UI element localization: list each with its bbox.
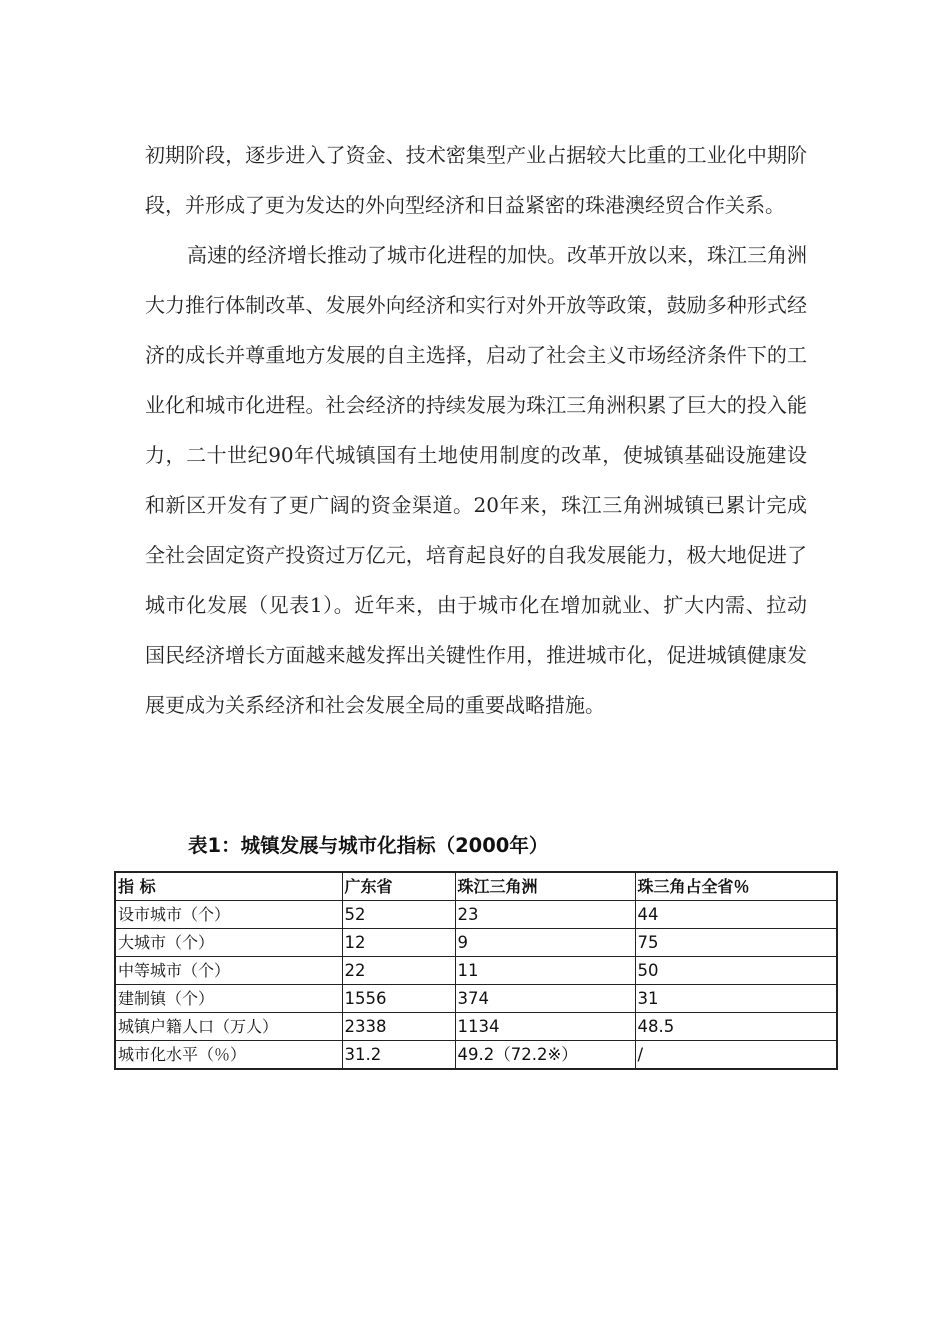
paragraph-1: 初期阶段，逐步进入了资金、技术密集型产业占据较大比重的工业化中期阶段，并形成了更为发达的外向型经济和日益紧密的珠港澳经贸合作关系。 [145,143,807,217]
table-row [115,985,837,1013]
table-cell: 9 [455,929,635,957]
header-cell: 指 标 [115,872,342,901]
paragraph-2: 高速的经济增长推动了城市化进程的加快。改革开放以来，珠江三角洲大力推行体制改革、发展外向经济和实行对外开放等政策，鼓励多种形式经济的成长并尊重地方发展的自主选择，启动了社会主义市场经济条件下的工业化和城市化进程。社会经济的持续发展为珠江三角洲积累了巨大的投入能力，二十世纪90年代城镇国有土地使用制度的改革，使城镇基础设施建设和新区开发有了更广阔的资金渠道。20年来，珠江三角洲城镇已累计完成全社会固定资产投资过万亿元，培育起良好的自我发展能力，极大地促进了城市化发展（见表1）。近年来，由于城市化在增加就业、扩大内需、拉动国民经济增长方面越来越发挥出关键性作用，推进城市化，促进城镇健康发展更成为关系经济和社会发展全局的重要战略措施。 [145,243,807,717]
table-cell: 44 [635,901,837,929]
table-cell: 49.2（72.2※） [455,1041,635,1070]
table-cell: 22 [342,957,455,985]
table-cell: 中等城市（个） [115,957,342,985]
table-cell: 48.5 [635,1013,837,1041]
table-cell: 50 [635,957,837,985]
table-cell: / [635,1041,837,1070]
table-cell: 2338 [342,1013,455,1041]
body-text [145,130,807,730]
table-row [115,1041,837,1070]
table-cell: 374 [455,985,635,1013]
table-cell: 建制镇（个） [115,985,342,1013]
table-cell: 大城市（个） [115,929,342,957]
table-row [115,929,837,957]
header-cell: 珠三角占全省％ [635,872,837,901]
table-row [115,901,837,929]
table-cell: 23 [455,901,635,929]
table-cell: 12 [342,929,455,957]
table-cell: 31 [635,985,837,1013]
table-cell: 1134 [455,1013,635,1041]
table-cell: 52 [342,901,455,929]
table-cell: 城镇户籍人口（万人） [115,1013,342,1041]
table-cell: 城市化水平（％） [115,1041,342,1070]
header-cell: 广东省 [342,872,455,901]
header-cell: 珠江三角洲 [455,872,635,901]
table-cell: 11 [455,957,635,985]
table-cell: 设市城市（个） [115,901,342,929]
table-header-row [115,872,837,901]
table-row [115,957,837,985]
table-caption: 表1：城镇发展与城市化指标（2000年） [188,834,549,857]
table-cell: 75 [635,929,837,957]
urbanization-table [114,871,838,1070]
table-cell: 31.2 [342,1041,455,1070]
table-row [115,1013,837,1041]
table-cell: 1556 [342,985,455,1013]
